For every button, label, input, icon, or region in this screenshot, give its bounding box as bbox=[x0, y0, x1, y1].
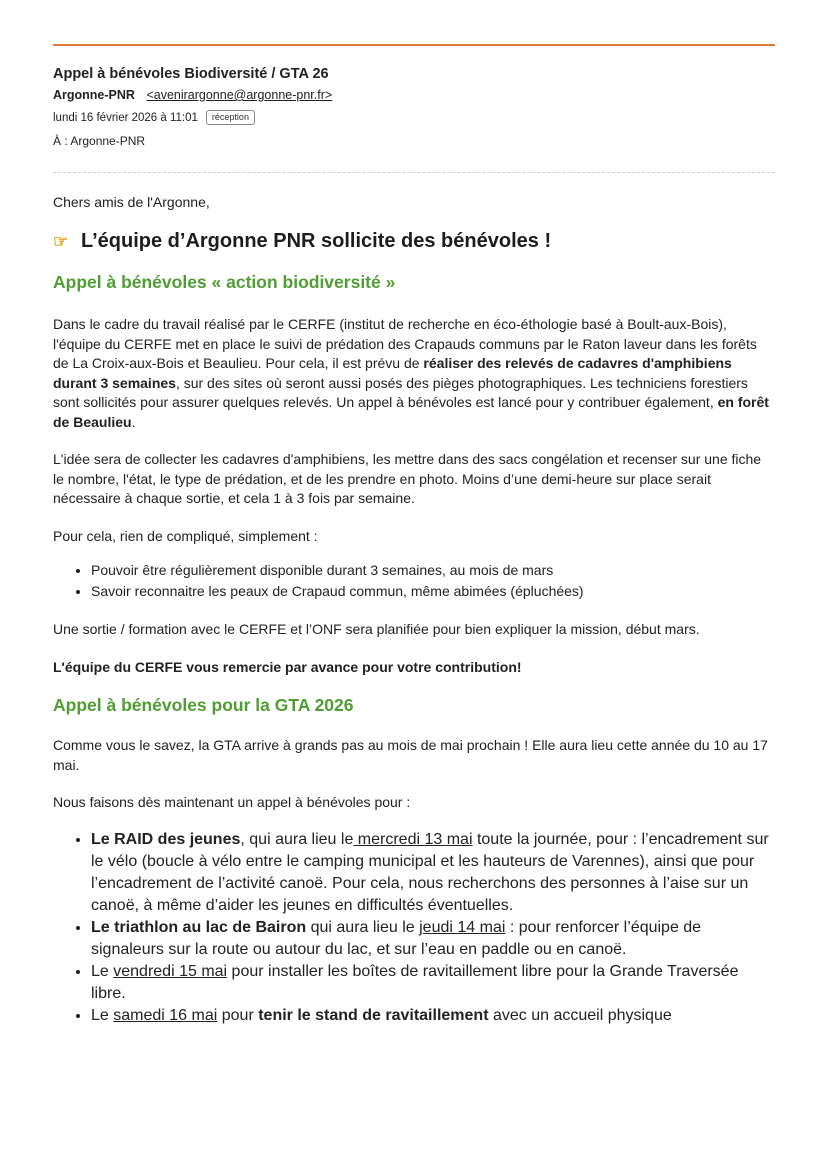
section-title-gta: Appel à bénévoles pour la GTA 2026 bbox=[53, 695, 354, 715]
email-header bbox=[53, 66, 775, 148]
paragraph-requirements-intro: Pour cela, rien de compliqué, simplement : bbox=[53, 527, 318, 544]
section-title-biodiversity: Appel à bénévoles « action biodiversité » bbox=[53, 272, 396, 292]
list-item: • Le RAID des jeunes, qui aura lieu le mercredi 13 mai toute la journée, pour : l’encadrement sur le vélo (boucle à vélo entre le camping municipal et les hauteurs de Varennes), ainsi que pour l’encadrement de l’activité canoë. Pour cela, nous recherchons des personnes à l’aise sur un canoë, à même d’aider les jeunes en difficultés éventuelles. bbox=[91, 829, 775, 917]
email-body bbox=[53, 194, 775, 1027]
paragraph-cerfe: Dans le cadre du travail réalisé par le CERFE (institut de recherche en éco-éthologie basé à Boult-aux-Bois), l'équipe du CERFE met en place le suivi de prédation des Crapauds communs par le Raton laveur dans les forêts de La Croix-aux-Bois et Beaulieu. Pour cela, il est prévu de réaliser des relevés de cadavres d'amphibiens durant 3 semaines, sur des sites où seront aussi posés des pièges photographiques. Les techniciens forestiers sont sollicités pour assurer quelques relevés. Un appel à bénévoles est lancé pour y contribuer également, en forêt de Beaulieu. bbox=[53, 316, 769, 430]
paragraph-gta-call: Nous faisons dès maintenant un appel à bénévoles pour : bbox=[53, 794, 411, 810]
list-item: • Pouvoir être régulièrement disponible durant 3 semaines, au mois de mars bbox=[91, 560, 775, 581]
email-subject: Appel à bénévoles Biodiversité / GTA 26 bbox=[53, 66, 329, 82]
sender-email-link[interactable]: <avenirargonne@argonne-pnr.fr> bbox=[146, 88, 333, 102]
headline bbox=[53, 230, 775, 253]
email-recipient: À : Argonne-PNR bbox=[53, 134, 146, 148]
sender-name[interactable]: Argonne-PNR bbox=[53, 88, 135, 102]
top-accent-rule bbox=[53, 44, 775, 46]
email-date: lundi 16 février 2026 à 11:01 bbox=[53, 111, 198, 124]
list-item: • Le vendredi 15 mai pour installer les boîtes de ravitaillement libre pour la Grande Traversée libre. bbox=[91, 961, 775, 1005]
paragraph-gta-intro: Comme vous le savez, la GTA arrive à grands pas au mois de mai prochain ! Elle aura lieu cette année du 10 au 17 mai. bbox=[53, 737, 768, 773]
paragraph-training: Une sortie / formation avec le CERFE et l’ONF sera planifiée pour bien expliquer la mission, début mars. bbox=[53, 621, 700, 637]
folder-badge[interactable]: réception bbox=[206, 110, 255, 125]
paragraph-collection: L'idée sera de collecter les cadavres d'amphibiens, les mettre dans des sacs congélation et recenser sur une fiche le nombre, l'état, le type de prédation, et de les prendre en photo. Moins d’une demi-heure sur place serait nécessaire à chaque sortie, et cela 1 à 3 fois par semaine. bbox=[53, 451, 762, 506]
email-from bbox=[53, 88, 775, 102]
pointing-hand-icon: ☞ bbox=[53, 231, 69, 251]
greeting: Chers amis de l'Argonne, bbox=[53, 194, 210, 210]
list-item: • Le samedi 16 mai pour tenir le stand de ravitaillement avec un accueil physique bbox=[91, 1005, 775, 1027]
headline-text: L’équipe d’Argonne PNR sollicite des bénévoles ! bbox=[81, 230, 552, 252]
thanks-line: L'équipe du CERFE vous remercie par avance pour votre contribution! bbox=[53, 658, 522, 675]
list-item: • Savoir reconnaitre les peaux de Crapaud commun, même abimées (épluchées) bbox=[91, 581, 775, 602]
header-divider bbox=[53, 172, 775, 173]
list-item: • Le triathlon au lac de Bairon qui aura lieu le jeudi 14 mai : pour renforcer l’équipe de signaleurs sur la route ou autour du lac, et sur l’eau en paddle ou en canoë. bbox=[91, 917, 775, 961]
gta-volunteer-list bbox=[53, 829, 775, 1027]
requirements-list bbox=[53, 560, 775, 602]
email-dateline bbox=[53, 110, 775, 125]
